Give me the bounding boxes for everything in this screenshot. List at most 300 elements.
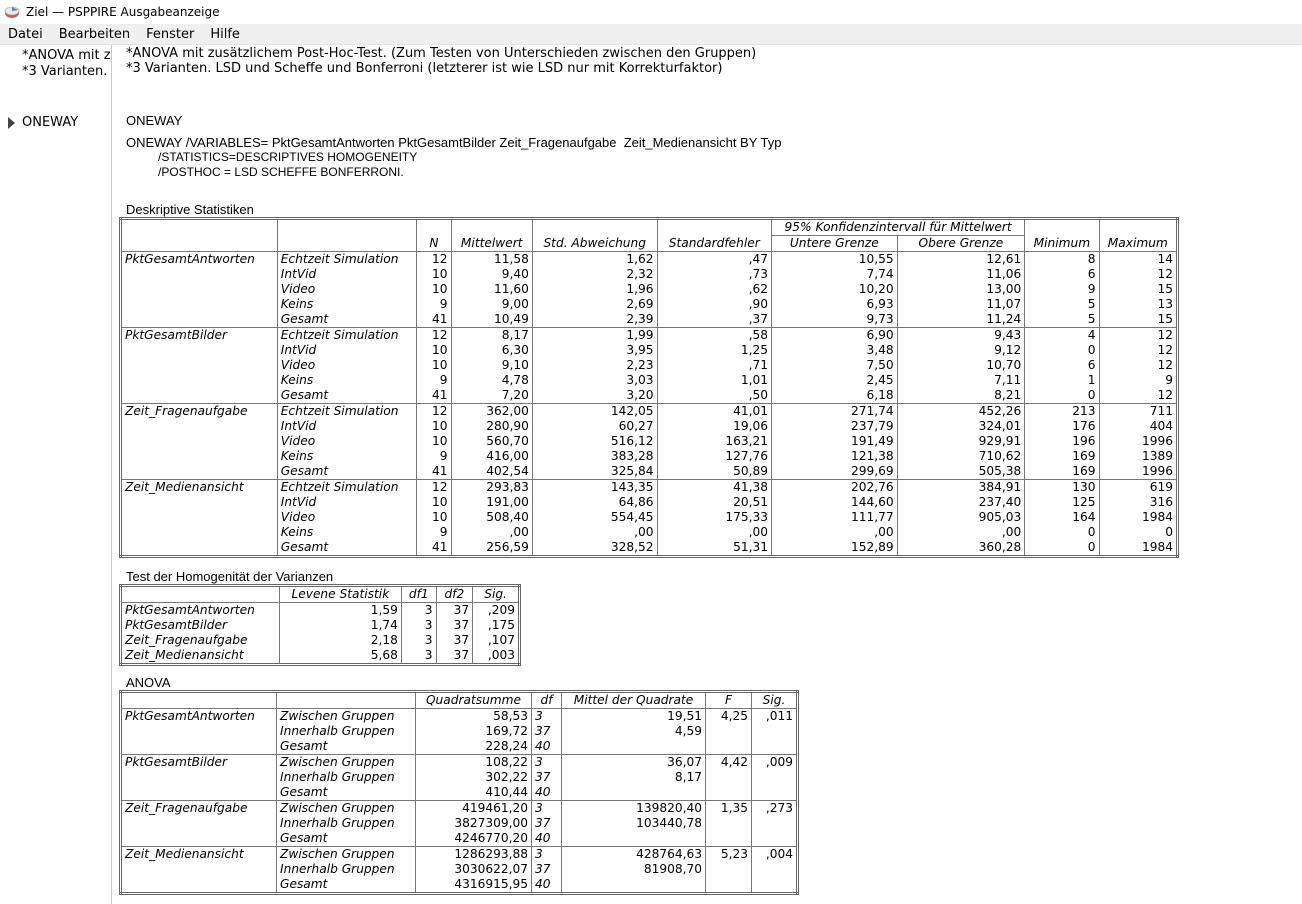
table-cell: ,00 bbox=[532, 525, 657, 540]
nav-item-comment-1[interactable]: *ANOVA mit z bbox=[22, 48, 111, 63]
table-cell bbox=[562, 739, 706, 755]
table-cell: 1996 bbox=[1099, 464, 1177, 480]
group-label: Echtzeit Simulation bbox=[277, 252, 417, 268]
table-cell: 6 bbox=[1025, 358, 1099, 373]
table-cell: 6,30 bbox=[451, 343, 532, 358]
table-cell: ,50 bbox=[657, 388, 772, 404]
table-cell: 1,74 bbox=[279, 618, 401, 633]
header-sig: Sig. bbox=[473, 586, 520, 603]
table-cell: 13,00 bbox=[897, 282, 1025, 297]
table-cell bbox=[752, 816, 798, 831]
group-label: Keins bbox=[277, 525, 417, 540]
table-cell: 37 bbox=[436, 618, 473, 633]
source-label: Gesamt bbox=[277, 831, 416, 847]
table-cell: 10,70 bbox=[897, 358, 1025, 373]
table-cell: 37 bbox=[532, 724, 562, 739]
table-cell: 4316915,95 bbox=[416, 877, 532, 894]
table-cell: 416,00 bbox=[451, 449, 532, 464]
syntax-line-2: /STATISTICS=DESCRIPTIVES HOMOGENEITY bbox=[158, 150, 418, 164]
group-label: Gesamt bbox=[277, 388, 417, 404]
header-minimum: Minimum bbox=[1025, 219, 1099, 252]
table-cell: 7,20 bbox=[451, 388, 532, 404]
table-cell: 293,83 bbox=[451, 480, 532, 496]
table-cell: 13 bbox=[1099, 297, 1177, 312]
table-cell: 2,23 bbox=[532, 358, 657, 373]
variable-label: PktGesamtAntworten bbox=[121, 252, 278, 328]
table-cell: 9 bbox=[417, 449, 451, 464]
header-empty bbox=[121, 692, 277, 709]
table-cell: 505,38 bbox=[897, 464, 1025, 480]
table-row bbox=[121, 282, 1178, 297]
table-cell: 3,48 bbox=[772, 343, 898, 358]
table-row bbox=[121, 525, 1178, 540]
table-cell: 905,03 bbox=[897, 510, 1025, 525]
table-cell: 51,31 bbox=[657, 540, 772, 557]
table-cell: 360,28 bbox=[897, 540, 1025, 557]
header-konfidenzintervall: 95% Konfidenzintervall für Mittelwert bbox=[772, 219, 1025, 236]
table-cell: 1,25 bbox=[657, 343, 772, 358]
group-label: IntVid bbox=[277, 419, 417, 434]
menu-datei[interactable]: Datei bbox=[8, 26, 43, 42]
table-cell: 9,40 bbox=[451, 267, 532, 282]
group-label: Echtzeit Simulation bbox=[277, 480, 417, 496]
group-label: Gesamt bbox=[277, 312, 417, 328]
table-cell: 3 bbox=[532, 755, 562, 771]
table-cell: 4,59 bbox=[562, 724, 706, 739]
table-row bbox=[121, 373, 1178, 388]
table-cell: 58,53 bbox=[416, 709, 532, 725]
table-row bbox=[121, 709, 798, 725]
table-row bbox=[121, 419, 1178, 434]
table-cell: 11,60 bbox=[451, 282, 532, 297]
table-row bbox=[121, 510, 1178, 525]
table-cell: 5,23 bbox=[706, 847, 752, 863]
table-cell: 3 bbox=[532, 709, 562, 725]
table-cell: 328,52 bbox=[532, 540, 657, 557]
table-cell: 10 bbox=[417, 495, 451, 510]
syntax-line-1: ONEWAY /VARIABLES= PktGesamtAntworten PktGesamtBilder Zeit_Fragenaufgabe Zeit_Medienansicht BY Typ bbox=[126, 135, 782, 150]
syntax-line-3: /POSTHOC = LSD SCHEFFE BONFERRONI. bbox=[158, 165, 404, 179]
table-cell: 60,27 bbox=[532, 419, 657, 434]
group-label: IntVid bbox=[277, 495, 417, 510]
table-row bbox=[121, 801, 798, 817]
table-cell: 1,62 bbox=[532, 252, 657, 268]
table-cell: 6 bbox=[1025, 267, 1099, 282]
variable-label: Zeit_Medienansicht bbox=[121, 648, 280, 665]
group-label: IntVid bbox=[277, 343, 417, 358]
title-bar bbox=[0, 0, 1302, 24]
header-std-abweichung: Std. Abweichung bbox=[532, 219, 657, 252]
table-cell: 12 bbox=[1099, 267, 1177, 282]
table-cell: 37 bbox=[436, 633, 473, 648]
table-cell: 15 bbox=[1099, 312, 1177, 328]
table-cell: 402,54 bbox=[451, 464, 532, 480]
table-cell: 11,06 bbox=[897, 267, 1025, 282]
table-cell: 3827309,00 bbox=[416, 816, 532, 831]
menu-hilfe[interactable]: Hilfe bbox=[210, 26, 240, 42]
variable-label: Zeit_Fragenaufgabe bbox=[121, 404, 278, 480]
table-cell: 508,40 bbox=[451, 510, 532, 525]
table-cell bbox=[752, 877, 798, 894]
source-label: Zwischen Gruppen bbox=[277, 709, 416, 725]
table-cell: 9,00 bbox=[451, 297, 532, 312]
table-cell: ,00 bbox=[451, 525, 532, 540]
table-cell: 929,91 bbox=[897, 434, 1025, 449]
table-cell: 213 bbox=[1025, 404, 1099, 420]
variable-label: Zeit_Medienansicht bbox=[121, 480, 278, 557]
table-cell: 11,07 bbox=[897, 297, 1025, 312]
table-cell: 191,00 bbox=[451, 495, 532, 510]
table-cell: 3 bbox=[532, 847, 562, 863]
menu-bar bbox=[0, 24, 1302, 45]
table-cell: 10 bbox=[417, 419, 451, 434]
source-label: Gesamt bbox=[277, 877, 416, 894]
table-cell: 1,35 bbox=[706, 801, 752, 817]
table-cell: 152,89 bbox=[772, 540, 898, 557]
table-row bbox=[121, 449, 1178, 464]
descriptives-table bbox=[119, 217, 1179, 558]
header-empty bbox=[121, 586, 280, 603]
table-cell: 108,22 bbox=[416, 755, 532, 771]
table-cell: ,009 bbox=[752, 755, 798, 771]
table-cell: ,273 bbox=[752, 801, 798, 817]
table-cell: 8,21 bbox=[897, 388, 1025, 404]
table-row bbox=[121, 267, 1178, 282]
table-cell: 516,12 bbox=[532, 434, 657, 449]
table-cell: 37 bbox=[436, 603, 473, 619]
table-cell: ,58 bbox=[657, 328, 772, 344]
table-cell: ,209 bbox=[473, 603, 520, 619]
table-cell bbox=[706, 877, 752, 894]
table-cell: ,37 bbox=[657, 312, 772, 328]
table-cell: 560,70 bbox=[451, 434, 532, 449]
table-cell: 3 bbox=[532, 801, 562, 817]
table-cell: 2,18 bbox=[279, 633, 401, 648]
table-cell bbox=[752, 739, 798, 755]
table-cell: 127,76 bbox=[657, 449, 772, 464]
table-row bbox=[121, 297, 1178, 312]
table-cell: 3 bbox=[401, 633, 436, 648]
table-row bbox=[121, 603, 520, 619]
table-cell: 0 bbox=[1099, 525, 1177, 540]
homogeneity-table bbox=[119, 584, 521, 666]
table-cell: 324,01 bbox=[897, 419, 1025, 434]
header-sig: Sig. bbox=[752, 692, 798, 709]
menu-bearbeiten[interactable]: Bearbeiten bbox=[58, 26, 131, 42]
table-cell: 169 bbox=[1025, 464, 1099, 480]
table-cell: 316 bbox=[1099, 495, 1177, 510]
table-cell: 1 bbox=[1025, 373, 1099, 388]
table-cell: 2,45 bbox=[772, 373, 898, 388]
table-cell: 1984 bbox=[1099, 510, 1177, 525]
table-row bbox=[121, 648, 520, 665]
table-cell bbox=[706, 862, 752, 877]
table-cell: 3 bbox=[401, 618, 436, 633]
table-row bbox=[121, 480, 1178, 496]
table-cell: 9,12 bbox=[897, 343, 1025, 358]
table-cell: 37 bbox=[532, 816, 562, 831]
table-cell: 3,95 bbox=[532, 343, 657, 358]
anova-caption: ANOVA bbox=[126, 675, 171, 690]
header-mittel-der-quadrate: Mittel der Quadrate bbox=[562, 692, 706, 709]
output-viewer bbox=[126, 45, 1296, 904]
group-label: Keins bbox=[277, 373, 417, 388]
table-cell: 9 bbox=[417, 297, 451, 312]
header-untere-grenze: Untere Grenze bbox=[772, 236, 898, 252]
table-cell: 4 bbox=[1025, 328, 1099, 344]
header-df: df bbox=[532, 692, 562, 709]
table-cell: 10 bbox=[417, 343, 451, 358]
table-cell: 202,76 bbox=[772, 480, 898, 496]
table-cell: 1,01 bbox=[657, 373, 772, 388]
table-cell: 10 bbox=[417, 282, 451, 297]
table-cell: 6,90 bbox=[772, 328, 898, 344]
table-cell: 14 bbox=[1099, 252, 1177, 268]
table-cell: 41 bbox=[417, 388, 451, 404]
table-row bbox=[121, 540, 1178, 557]
window-title: Ziel — PSPPIRE Ausgabeanzeige bbox=[26, 5, 220, 19]
table-cell: 428764,63 bbox=[562, 847, 706, 863]
table-cell: 7,11 bbox=[897, 373, 1025, 388]
header-empty bbox=[277, 219, 417, 252]
table-cell: 10,55 bbox=[772, 252, 898, 268]
table-cell: 9 bbox=[417, 525, 451, 540]
table-cell bbox=[752, 831, 798, 847]
table-cell bbox=[706, 831, 752, 847]
nav-item-oneway[interactable] bbox=[8, 115, 78, 130]
table-cell: 64,86 bbox=[532, 495, 657, 510]
table-cell: 40 bbox=[532, 739, 562, 755]
table-cell: 12 bbox=[417, 404, 451, 420]
table-cell bbox=[562, 877, 706, 894]
table-cell: 3 bbox=[401, 648, 436, 665]
table-cell: 554,45 bbox=[532, 510, 657, 525]
table-row bbox=[121, 495, 1178, 510]
table-cell: 176 bbox=[1025, 419, 1099, 434]
table-cell: 410,44 bbox=[416, 785, 532, 801]
oneway-heading: ONEWAY bbox=[126, 113, 183, 128]
table-row bbox=[121, 388, 1178, 404]
table-cell: 237,40 bbox=[897, 495, 1025, 510]
source-label: Zwischen Gruppen bbox=[277, 801, 416, 817]
variable-label: PktGesamtBilder bbox=[121, 755, 277, 801]
table-cell: 37 bbox=[532, 862, 562, 877]
table-cell: 0 bbox=[1025, 388, 1099, 404]
table-cell: 40 bbox=[532, 785, 562, 801]
table-cell: 37 bbox=[532, 770, 562, 785]
table-cell: 142,05 bbox=[532, 404, 657, 420]
table-cell: 383,28 bbox=[532, 449, 657, 464]
header-empty bbox=[277, 692, 416, 709]
source-label: Zwischen Gruppen bbox=[277, 847, 416, 863]
table-cell bbox=[752, 862, 798, 877]
table-cell: 7,74 bbox=[772, 267, 898, 282]
table-cell: 2,69 bbox=[532, 297, 657, 312]
table-cell: ,004 bbox=[752, 847, 798, 863]
source-label: Gesamt bbox=[277, 785, 416, 801]
table-cell: 12 bbox=[417, 480, 451, 496]
table-cell: 4,78 bbox=[451, 373, 532, 388]
psppire-app-icon bbox=[4, 4, 20, 20]
variable-label: PktGesamtAntworten bbox=[121, 709, 277, 755]
variable-label: PktGesamtAntworten bbox=[121, 603, 280, 619]
table-cell: 12 bbox=[1099, 328, 1177, 344]
table-cell bbox=[706, 785, 752, 801]
header-levene-statistik: Levene Statistik bbox=[279, 586, 401, 603]
table-cell: 0 bbox=[1025, 540, 1099, 557]
table-cell: 1996 bbox=[1099, 434, 1177, 449]
table-cell: 191,49 bbox=[772, 434, 898, 449]
menu-fenster[interactable]: Fenster bbox=[146, 26, 195, 42]
group-label: Gesamt bbox=[277, 464, 417, 480]
table-cell: 2,39 bbox=[532, 312, 657, 328]
table-cell: 40 bbox=[532, 877, 562, 894]
variable-label: Zeit_Fragenaufgabe bbox=[121, 633, 280, 648]
table-cell: 4,25 bbox=[706, 709, 752, 725]
table-cell: 5 bbox=[1025, 312, 1099, 328]
table-cell: 130 bbox=[1025, 480, 1099, 496]
table-cell: 1,59 bbox=[279, 603, 401, 619]
source-label: Innerhalb Gruppen bbox=[277, 816, 416, 831]
homogeneity-caption: Test der Homogenität der Varianzen bbox=[126, 569, 334, 584]
source-label: Innerhalb Gruppen bbox=[277, 862, 416, 877]
table-cell: 452,26 bbox=[897, 404, 1025, 420]
table-cell: 12 bbox=[1099, 388, 1177, 404]
nav-item-oneway-label: ONEWAY bbox=[22, 115, 79, 130]
header-empty bbox=[121, 219, 278, 252]
table-cell: ,90 bbox=[657, 297, 772, 312]
group-label: Keins bbox=[277, 297, 417, 312]
table-cell: 10 bbox=[417, 358, 451, 373]
table-cell: 10 bbox=[417, 434, 451, 449]
table-row bbox=[121, 358, 1178, 373]
header-standardfehler: Standardfehler bbox=[657, 219, 772, 252]
table-cell: 271,74 bbox=[772, 404, 898, 420]
header-df2: df2 bbox=[436, 586, 473, 603]
table-cell: 12,61 bbox=[897, 252, 1025, 268]
table-cell: 50,89 bbox=[657, 464, 772, 480]
table-cell: ,107 bbox=[473, 633, 520, 648]
table-cell: 12 bbox=[1099, 358, 1177, 373]
header-mittelwert: Mittelwert bbox=[451, 219, 532, 252]
table-cell: 10 bbox=[417, 510, 451, 525]
header-f: F bbox=[706, 692, 752, 709]
table-cell: 20,51 bbox=[657, 495, 772, 510]
table-cell: 40 bbox=[532, 831, 562, 847]
table-cell: 1984 bbox=[1099, 540, 1177, 557]
table-cell: 41 bbox=[417, 540, 451, 557]
table-cell: ,73 bbox=[657, 267, 772, 282]
table-cell: 619 bbox=[1099, 480, 1177, 496]
header-n: N bbox=[417, 219, 451, 252]
variable-label: PktGesamtBilder bbox=[121, 328, 278, 404]
table-cell: 299,69 bbox=[772, 464, 898, 480]
group-label: Gesamt bbox=[277, 540, 417, 557]
descriptives-caption: Deskriptive Statistiken bbox=[126, 202, 254, 217]
table-cell: 169 bbox=[1025, 449, 1099, 464]
table-cell: 11,24 bbox=[897, 312, 1025, 328]
table-cell: 15 bbox=[1099, 282, 1177, 297]
table-cell: 3030622,07 bbox=[416, 862, 532, 877]
table-row bbox=[121, 328, 1178, 344]
variable-label: Zeit_Medienansicht bbox=[121, 847, 277, 894]
table-cell: 2,32 bbox=[532, 267, 657, 282]
table-row bbox=[121, 618, 520, 633]
table-cell: 144,60 bbox=[772, 495, 898, 510]
source-label: Gesamt bbox=[277, 739, 416, 755]
header-maximum: Maximum bbox=[1099, 219, 1177, 252]
table-cell: ,71 bbox=[657, 358, 772, 373]
table-cell: 12 bbox=[1099, 343, 1177, 358]
anova-table bbox=[119, 690, 799, 895]
table-cell: 37 bbox=[436, 648, 473, 665]
table-cell: 9 bbox=[417, 373, 451, 388]
group-label: Echtzeit Simulation bbox=[277, 404, 417, 420]
table-cell: 302,22 bbox=[416, 770, 532, 785]
group-label: Echtzeit Simulation bbox=[277, 328, 417, 344]
table-cell: 3,20 bbox=[532, 388, 657, 404]
nav-item-comment-2[interactable]: *3 Varianten. bbox=[22, 64, 108, 79]
table-cell: 1286293,88 bbox=[416, 847, 532, 863]
output-navigation-tree[interactable] bbox=[0, 45, 112, 904]
table-cell: ,175 bbox=[473, 618, 520, 633]
source-label: Zwischen Gruppen bbox=[277, 755, 416, 771]
table-cell: 9,10 bbox=[451, 358, 532, 373]
table-cell: 12 bbox=[417, 328, 451, 344]
table-cell: 8,17 bbox=[451, 328, 532, 344]
table-cell: 280,90 bbox=[451, 419, 532, 434]
table-cell: ,62 bbox=[657, 282, 772, 297]
table-cell: 11,58 bbox=[451, 252, 532, 268]
table-cell: 1,99 bbox=[532, 328, 657, 344]
table-cell: 139820,40 bbox=[562, 801, 706, 817]
table-cell: 19,51 bbox=[562, 709, 706, 725]
table-cell bbox=[562, 831, 706, 847]
table-row bbox=[121, 633, 520, 648]
header-quadratsumme: Quadratsumme bbox=[416, 692, 532, 709]
group-label: Video bbox=[277, 282, 417, 297]
table-cell: 362,00 bbox=[451, 404, 532, 420]
table-cell: ,00 bbox=[772, 525, 898, 540]
table-cell: 164 bbox=[1025, 510, 1099, 525]
table-cell: 19,06 bbox=[657, 419, 772, 434]
header-df1: df1 bbox=[401, 586, 436, 603]
table-cell: 4246770,20 bbox=[416, 831, 532, 847]
table-cell: 41,38 bbox=[657, 480, 772, 496]
table-cell: 10 bbox=[417, 267, 451, 282]
table-cell: ,011 bbox=[752, 709, 798, 725]
table-cell: 12 bbox=[417, 252, 451, 268]
table-cell: 3 bbox=[401, 603, 436, 619]
table-cell: 9 bbox=[1025, 282, 1099, 297]
variable-label: PktGesamtBilder bbox=[121, 618, 280, 633]
table-row bbox=[121, 404, 1178, 420]
expand-arrow-icon[interactable] bbox=[8, 117, 15, 129]
table-cell: 163,21 bbox=[657, 434, 772, 449]
table-cell: 41 bbox=[417, 464, 451, 480]
table-cell: 9,43 bbox=[897, 328, 1025, 344]
header-obere-grenze: Obere Grenze bbox=[897, 236, 1025, 252]
table-cell bbox=[752, 724, 798, 739]
table-cell bbox=[562, 785, 706, 801]
table-cell: 169,72 bbox=[416, 724, 532, 739]
table-row bbox=[121, 847, 798, 863]
table-cell: 175,33 bbox=[657, 510, 772, 525]
table-cell: 7,50 bbox=[772, 358, 898, 373]
table-cell: 143,35 bbox=[532, 480, 657, 496]
table-cell: 1,96 bbox=[532, 282, 657, 297]
table-cell: 0 bbox=[1025, 525, 1099, 540]
